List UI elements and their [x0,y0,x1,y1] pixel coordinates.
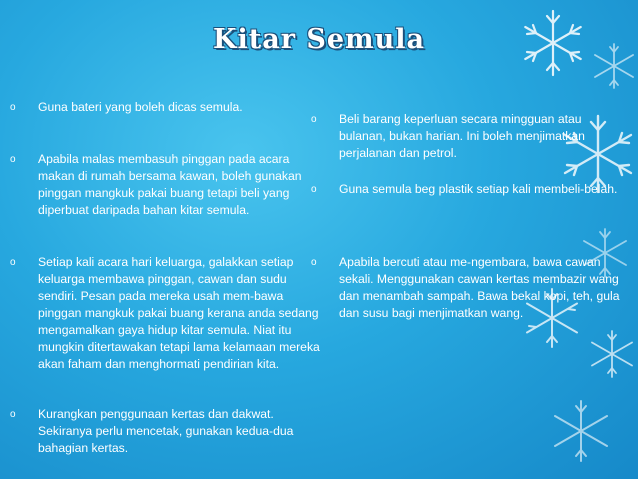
list-item-text: Guna bateri yang boleh dicas semula. [38,100,243,114]
bullet-marker: o [10,409,16,420]
bullet-marker: o [10,102,16,113]
slide-title: Kitar Semula [213,24,425,55]
bullet-marker: o [311,184,317,195]
list-item [10,99,310,116]
list-item [311,181,636,198]
bullet-marker: o [311,257,317,268]
snowflake-icon [548,398,614,464]
bullet-marker: o [10,257,16,268]
list-item [10,406,310,457]
list-item-text: Beli barang keperluan secara mingguan atau bulanan, bukan harian. Ini boleh menjimatkan perjalanan dan petrol. [339,112,585,160]
list-item-text: Setiap kali acara hari keluarga, galakkan setiap keluarga membawa pinggan, cawan dan sudu sendiri. Pesan pada mereka usah mem-bawa pinggan mangkuk pakai buang kerana anda sedang mengamalkan gaya hidup kitar semula. Niat itu mungkin ditertawakan tetapi lama kelamaan mereka akan faham dan menghormati pendirian kita. [38,255,320,371]
list-item-text: Apabila malas membasuh pinggan pada acara makan di rumah bersama kawan, boleh gunakan pinggan mangkuk pakai buang tetapi beli yang diperbuat daripada bahan kitar semula. [38,152,302,217]
list-item-text: Apabila bercuti atau me-ngembara, bawa cawan sekali. Menggunakan cawan kertas membazir wang dan menambah sampah. Bawa bekal kopi, teh, gula dan susu bagi menjimatkan wang. [339,255,620,320]
list-item [10,254,326,373]
bullet-marker: o [311,114,317,125]
list-item [311,254,631,322]
snowflake-icon [586,328,638,380]
bullet-marker: o [10,154,16,165]
list-item-text: Kurangkan penggunaan kertas dan dakwat. Sekiranya perlu mencetak, gunakan kedua-dua bahagian kertas. [38,407,294,455]
list-item [10,151,315,219]
list-item [311,111,611,162]
list-item-text: Guna semula beg plastik setiap kali membeli-belah. [339,182,618,196]
